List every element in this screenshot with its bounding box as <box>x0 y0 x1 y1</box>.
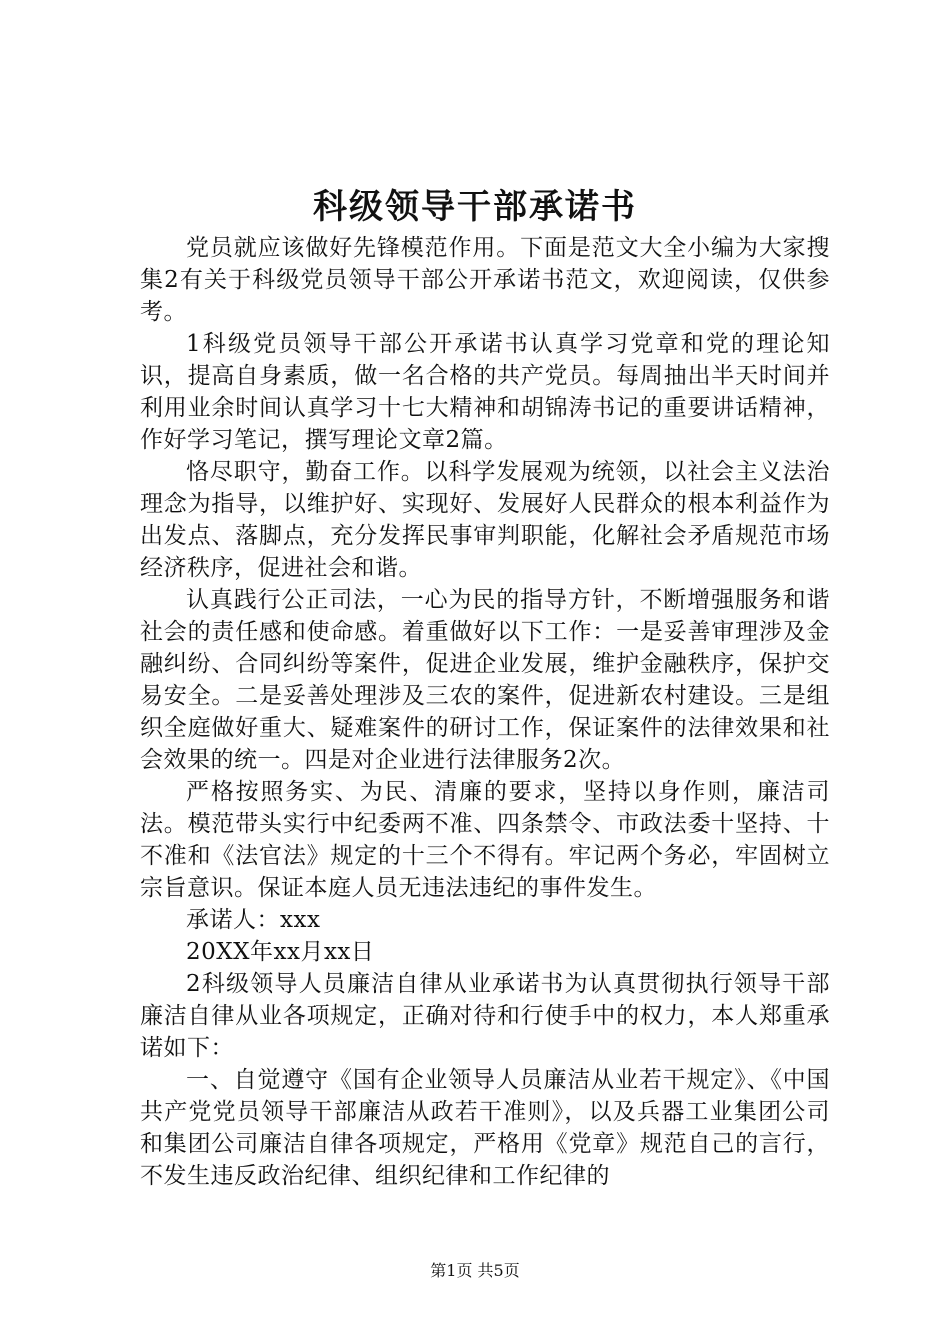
paragraph-intro: 党员就应该做好先锋模范作用。下面是范文大全小编为大家搜集2有关于科级党员领导干部公开承诺书范文，欢迎阅读，仅供参考。 <box>140 235 830 325</box>
paragraph-second-intro: 2科级领导人员廉洁自律从业承诺书为认真贯彻执行领导干部廉洁自律从业各项规定，正确对待和行使手中的权力，本人郑重承诺如下： <box>140 971 830 1061</box>
paragraph-study: 1科级党员领导干部公开承诺书认真学习党章和党的理论知识，提高自身素质，做一名合格的共产党员。每周抽出半天时间并利用业余时间认真学习十七大精神和胡锦涛书记的重要讲话精神，作好学习笔记，撰写理论文章2篇。 <box>140 331 830 453</box>
paragraph-duty: 恪尽职守，勤奋工作。以科学发展观为统领，以社会主义法治理念为指导，以维护好、实现好、发展好人民群众的根本利益作为出发点、落脚点，充分发挥民事审判职能，化解社会矛盾规范市场经济秩序，促进社会和谐。 <box>140 459 830 581</box>
paragraph-integrity: 严格按照务实、为民、清廉的要求，坚持以身作则，廉洁司法。模范带头实行中纪委两不准、四条禁令、市政法委十坚持、十不准和《法官法》规定的十三个不得有。牢记两个务必，牢固树立宗旨意识。保证本庭人员无违法违纪的事件发生。 <box>140 779 830 901</box>
paragraph-date: 20XX年xx月xx日 <box>186 939 375 965</box>
document-body <box>140 232 830 1192</box>
document-title: 科级领导干部承诺书 <box>313 187 637 227</box>
paragraph-justice: 认真践行公正司法，一心为民的指导方针，不断增强服务和谐社会的责任感和使命感。着重做好以下工作：一是妥善审理涉及金融纠纷、合同纠纷等案件，促进企业发展，维护金融秩序，保护交易安全。二是妥善处理涉及三农的案件，促进新农村建设。三是组织全庭做好重大、疑难案件的研讨工作，保证案件的法律效果和社会效果的统一。四是对企业进行法律服务2次。 <box>140 587 830 773</box>
paragraph-first-commitment: 一、自觉遵守《国有企业领导人员廉洁从业若干规定》、《中国共产党党员领导干部廉洁从政若干准则》，以及兵器工业集团公司和集团公司廉洁自律各项规定，严格用《党章》规范自己的言行，不发生违反政治纪律、组织纪律和工作纪律的 <box>140 1067 830 1189</box>
page-footer: 第1页 共5页 <box>430 1261 520 1280</box>
paragraph-signer: 承诺人：xxx <box>186 907 321 933</box>
